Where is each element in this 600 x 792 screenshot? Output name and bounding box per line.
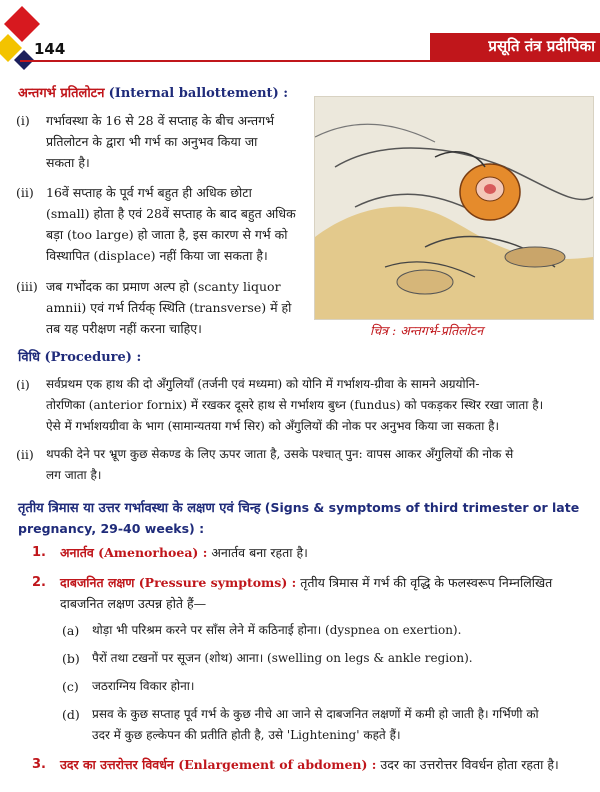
section-heading-ballottement	[18, 84, 288, 104]
heading-english-cont: pregnancy, 29-40 weeks) :	[18, 521, 205, 536]
line: सकता है।	[46, 155, 90, 170]
list-marker: (i)	[16, 113, 30, 128]
list-marker: (d)	[62, 707, 80, 722]
point-text: अनार्तव बना रहता है।	[211, 545, 308, 560]
point-pressure-symptoms	[60, 572, 595, 614]
line: ऐसे में गर्भाशयग्रीवा के भाग (सामान्यतया गर्भ सिर) को अँगुलियों की नोक पर अनुभव किया जा सकता है।	[46, 419, 500, 433]
page-number: 144	[34, 40, 66, 58]
line: प्रसव के कुछ सप्ताह पूर्व गर्भ के कुछ नीचे आ जाने से दाबजनित लक्षणों में कमी हो जाती है। गर्भिणी को	[92, 707, 539, 721]
list-marker: (iii)	[16, 279, 38, 294]
line: थपकी देने पर भ्रूण कुछ सेकण्ड के लिए ऊपर जाता है, उसके पश्चात् पुन: वापस आकर अँगुलियों की नोक से	[46, 447, 514, 461]
point-label: उदर का उत्तरोत्तर विवर्धन (Enlargement of abdomen) :	[60, 757, 377, 772]
point-label: दाबजनित लक्षण (Pressure symptoms) :	[60, 575, 297, 590]
line: गर्भावस्था के 16 से 28 वें सप्ताह के बीच अन्तगर्भ	[46, 113, 274, 128]
list-marker: (i)	[16, 377, 30, 392]
illustration-svg	[315, 97, 593, 319]
heading-english: (Signs & symptoms of third trimester or late	[264, 500, 580, 515]
line: (small) होता है एवं 28वें सप्ताह के बाद बहुत अधिक	[46, 206, 296, 221]
line: थोड़ा भी परिश्रम करने पर साँस लेने में कठिनाई होना। (dyspnea on exertion).	[92, 623, 462, 637]
line: बड़ा (too large) हो जाता है, इस कारण से गर्भ को	[46, 227, 288, 242]
sub-list-item	[62, 676, 592, 697]
heading-hindi: तृतीय त्रिमास या उत्तर गर्भावस्था के लक्षण एवं चिन्ह	[18, 501, 261, 516]
ballottement-illustration	[314, 96, 594, 320]
point-number: 2.	[32, 575, 46, 590]
line: जठराग्निय विकार होना।	[92, 679, 195, 693]
point-amenorrhoea	[60, 542, 590, 563]
point-text: तृतीय त्रिमास में गर्भ की वृद्धि के फलस्वरूप निम्नलिखित	[300, 575, 553, 590]
header-title: प्रसूति तंत्र प्रदीपिका	[488, 37, 595, 55]
line: उदर में कुछ हल्केपन की प्रतीति होती है, उसे 'Lightening' कहते हैं।	[92, 728, 401, 742]
line: तब यह परीक्षण नहीं करना चाहिए।	[46, 321, 202, 336]
point-number: 1.	[32, 545, 46, 560]
list-marker: (ii)	[16, 447, 34, 462]
line: पैरों तथा टखनों पर सूजन (शोथ) आना। (swelling on legs & ankle region).	[92, 651, 473, 665]
section-heading-procedure	[18, 348, 141, 368]
line: लग जाता है।	[46, 468, 102, 482]
point-label: अनार्तव (Amenorhoea) :	[60, 545, 208, 560]
point-number: 3.	[32, 757, 46, 772]
list-item	[16, 110, 316, 173]
line: जब गर्भोदक का प्रमाण अल्प हो (scanty liquor	[46, 279, 281, 294]
line: amnii) एवं गर्भ तिर्यक् स्थिति (transverse) में हो	[46, 300, 292, 315]
list-marker: (c)	[62, 679, 79, 694]
point-text-cont: दाबजनित लक्षण उत्पन्न होते हैं—	[60, 596, 207, 611]
sub-list-item	[62, 704, 592, 746]
section-heading-third-trimester	[18, 498, 598, 539]
heading-english: (Internal ballottement) :	[108, 86, 289, 101]
list-marker: (b)	[62, 651, 80, 666]
line: 16वें सप्ताह के पूर्व गर्भ बहुत ही अधिक छोटा	[46, 185, 252, 200]
sub-list-item	[62, 648, 592, 669]
line: विस्थापित (displace) नहीं किया जा सकता है।	[46, 248, 268, 263]
list-item	[16, 182, 316, 266]
list-item	[16, 276, 316, 339]
figure-caption: चित्र : अन्तगर्भ-प्रतिलोटन	[370, 323, 484, 338]
list-marker: (a)	[62, 623, 80, 638]
line: प्रतिलोटन के द्वारा भी गर्भ का अनुभव किया जा	[46, 134, 258, 149]
sub-list-item	[62, 620, 592, 641]
point-text: उदर का उत्तरोत्तर विवर्धन होता रहता है।	[380, 757, 559, 772]
line: सर्वप्रथम एक हाथ की दो अँगुलियाँ (तर्जनी एवं मध्यमा) को योनि में गर्भाशय-ग्रीवा के सामने अग्रयोनि-	[46, 377, 480, 391]
heading-hindi: अन्तगर्भ प्रतिलोटन	[18, 86, 105, 101]
list-item	[16, 444, 596, 486]
list-item	[16, 374, 596, 437]
line: तोरणिका (anterior fornix) में रखकर दूसरे हाथ से गर्भाशय बुध्न (fundus) को पकड़कर स्थिर रखा जाता है।	[46, 398, 544, 412]
point-enlargement-abdomen	[60, 754, 595, 775]
list-marker: (ii)	[16, 185, 34, 200]
heading-procedure: विधि (Procedure) :	[18, 350, 142, 365]
